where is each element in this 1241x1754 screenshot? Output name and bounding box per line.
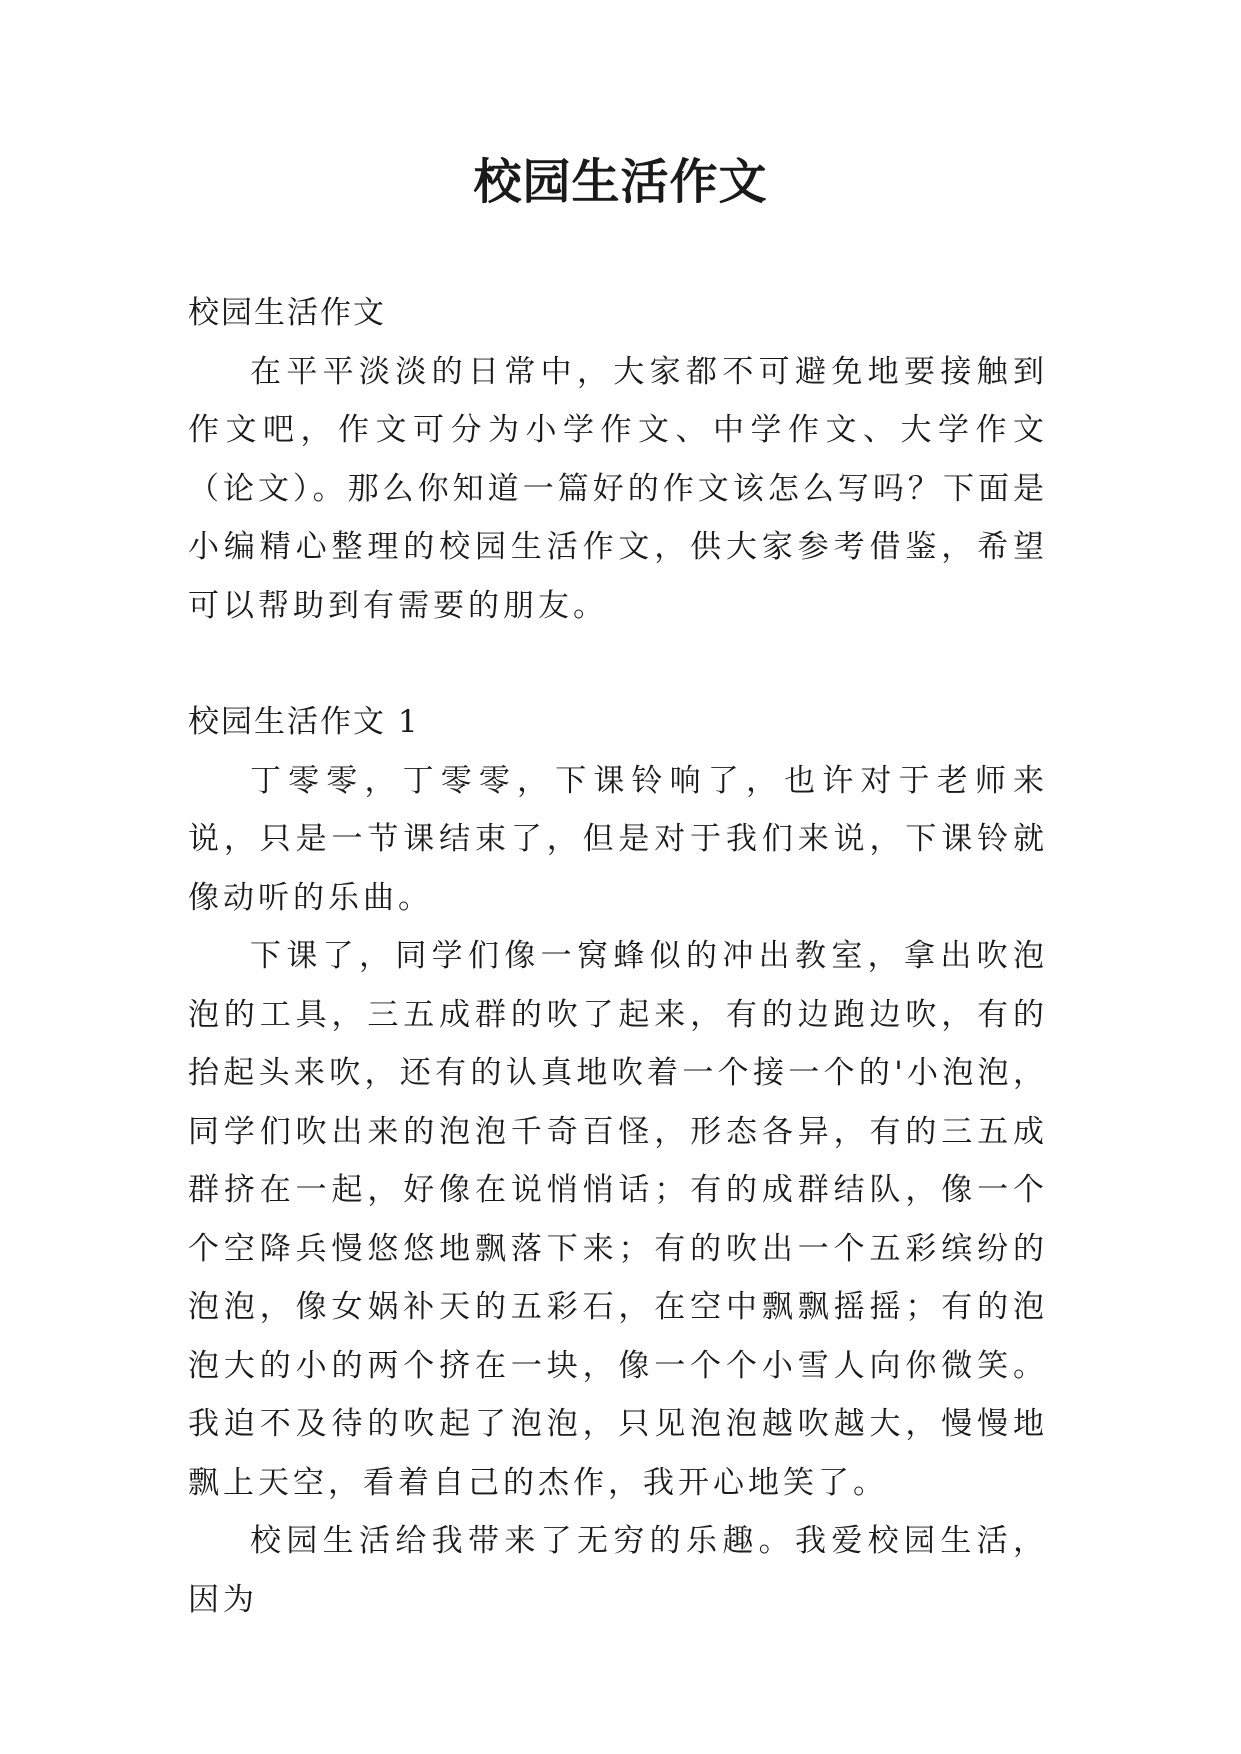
document-body <box>188 284 1048 1629</box>
intro-heading: 校园生活作文 <box>188 295 386 331</box>
intro-paragraph: 在平平淡淡的日常中，大家都不可避免地要接触到作文吧，作文可分为小学作文、中学作文、大学作文（论文）。那么你知道一篇好的作文该怎么写吗？下面是小编精心整理的校园生活作文，供大家参考借鉴，希望可以帮助到有需要的朋友。 <box>188 353 1048 624</box>
document-title: 校园生活作文 <box>473 154 768 210</box>
section1-heading: 校园生活作文 1 <box>188 704 420 740</box>
section1-paragraph-3: 校园生活给我带来了无穷的乐趣。我爱校园生活，因为 <box>188 1523 1048 1618</box>
section1-paragraph-1: 丁零零，丁零零，下课铃响了，也许对于老师来说，只是一节课结束了，但是对于我们来说，下课铃就像动听的乐曲。 <box>188 762 1048 916</box>
section1-paragraph-2: 下课了，同学们像一窝蜂似的冲出教室，拿出吹泡泡的工具，三五成群的吹了起来，有的边跑边吹，有的抬起头来吹，还有的认真地吹着一个接一个的'小泡泡，同学们吹出来的泡泡千奇百怪，形态各异，有的三五成群挤在一起，好像在说悄悄话；有的成群结队，像一个个空降兵慢悠悠地飘落下来；有的吹出一个五彩缤纷的泡泡，像女娲补天的五彩石，在空中飘飘摇摇；有的泡泡大的小的两个挤在一块，像一个个小雪人向你微笑。我迫不及待的吹起了泡泡，只见泡泡越吹越大，慢慢地飘上天空，看着自己的杰作，我开心地笑了。 <box>188 938 1048 1501</box>
section-spacer <box>188 635 1048 693</box>
